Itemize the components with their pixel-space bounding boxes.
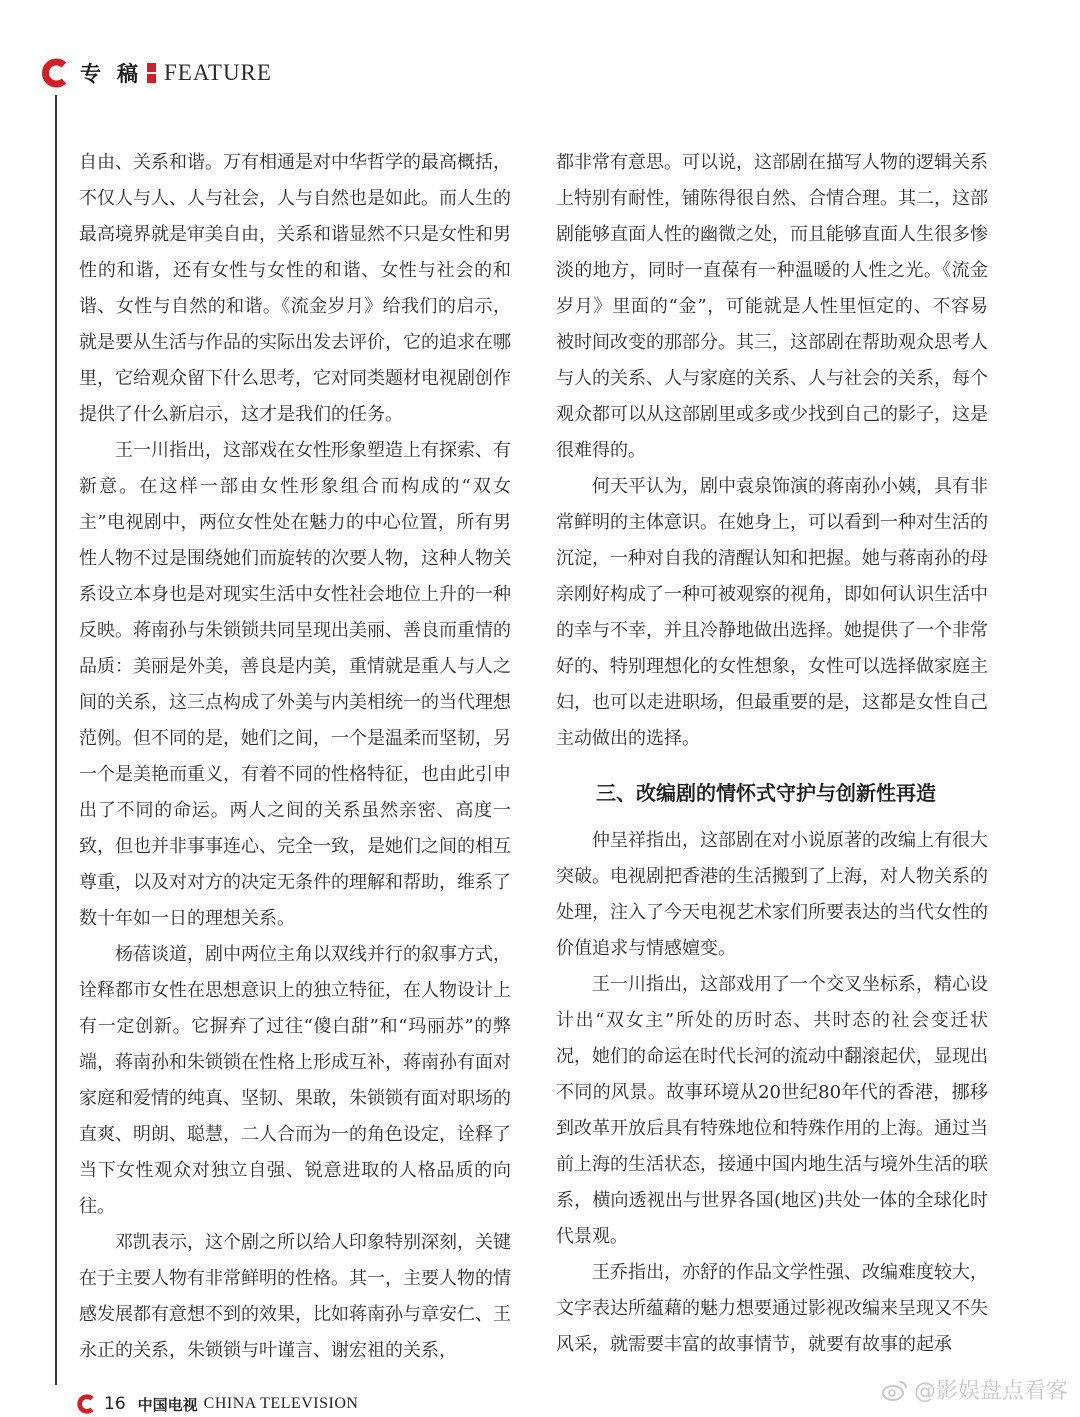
header-divider-bar — [147, 63, 156, 83]
right-column — [556, 145, 988, 1363]
page-footer — [76, 1391, 358, 1417]
paragraph: 王一川指出，这部戏在女性形象塑造上有探索、有新意。在这样一部由女性形象组合而构成的“双女主”电视剧中，两位女性处在魅力的中心位置，所有男性人物不过是围绕她们而旋转的次要人物，这种人物关系设立本身也是对现实生活中女性社会地位上升的一种反映。蒋南孙与朱锁锁共同呈现出美丽、善良而重情的品质：美丽是外美，善良是内美，重情就是重人与人之间的关系，这三点构成了外美与内美相统一的当代理想范例。但不同的是，她们之间，一个是温柔而坚韧，另一个是美艳而重义，有着不同的性格特征，也由此引申出了不同的命运。两人之间的关系虽然亲密、高度一致，但也并非事事连心、完全一致，是她们之间的相互尊重，以及对对方的决定无条件的理解和帮助，维系了数十年如一日的理想关系。 — [79, 440, 511, 929]
magazine-name-en: CHINA TELEVISION — [203, 1395, 359, 1412]
page-margin-rule — [55, 95, 57, 1385]
section-heading: 三、改编剧的情怀式守护与创新性再造 — [596, 781, 936, 805]
c-logo-icon — [76, 1394, 96, 1414]
section-label-char-1: 专 — [80, 62, 101, 86]
section-label-en: FEATURE — [164, 60, 272, 85]
section-header — [40, 56, 272, 90]
c-logo-icon — [40, 58, 70, 88]
paragraph: 都非常有意思。可以说，这部剧在描写人物的逻辑关系上特别有耐性，铺陈得很自然、合情合理。其二，这部剧能够直面人性的幽微之处，而且能够直面人生很多惨淡的地方，同时一直葆有一种温暖的人性之光。《流金岁月》里面的“金”，可能就是人性里恒定的、不容易被时间改变的那部分。其三，这部剧在帮助观众思考人与人的关系、人与家庭的关系、人与社会的关系，每个观众都可以从这部剧里或多或少找到自己的影子，这是很难得的。 — [556, 152, 988, 461]
paragraph: 自由、关系和谐。万有相通是对中华哲学的最高概括，不仅人与人、人与社会，人与自然也是如此。而人生的最高境界就是审美自由，关系和谐显然不只是女性和男性的和谐，还有女性与女性的和谐、女性与社会的和谐、女性与自然的和谐。《流金岁月》给我们的启示，就是要从生活与作品的实际出发去评价，它的追求在哪里，它给观众留下什么思考，它对同类题材电视剧创作提供了什么新启示，这才是我们的任务。 — [79, 152, 511, 425]
watermark — [882, 1374, 1068, 1405]
weibo-icon — [882, 1379, 908, 1401]
paragraph: 邓凯表示，这个剧之所以给人印象特别深刻，关键在于主要人物有非常鲜明的性格。其一，主要人物的情感发展都有意想不到的效果，比如蒋南孙与章安仁、王永正的关系，朱锁锁与叶谨言、谢宏祖的关系， — [79, 1232, 511, 1361]
paragraph: 何天平认为，剧中袁泉饰演的蒋南孙小姨，具有非常鲜明的主体意识。在她身上，可以看到一种对生活的沉淀，一种对自我的清醒认知和把握。她与蒋南孙的母亲刚好构成了一种可被观察的视角，即如何认识生活中的幸与不幸，并且冷静地做出选择。她提供了一个非常好的、特别理想化的女性想象，女性可以选择做家庭主妇，也可以走进职场，但最重要的是，这都是女性自己主动做出的选择。 — [556, 476, 988, 749]
paragraph: 仲呈祥指出，这部剧在对小说原著的改编上有很大突破。电视剧把香港的生活搬到了上海，对人物关系的处理，注入了今天电视艺术家们所要表达的当代女性的价值追求与情感嬗变。 — [556, 830, 988, 959]
page-number: 16 — [104, 1394, 126, 1414]
right-column-top — [556, 145, 988, 757]
paragraph: 杨蓓谈道，剧中两位主角以双线并行的叙事方式，诠释都市女性在思想意识上的独立特征，在人物设计上有一定创新。它摒弃了过往“傻白甜”和“玛丽苏”的弊端，蒋南孙和朱锁锁在性格上形成互补，蒋南孙有面对家庭和爱情的纯真、坚韧、果敢，朱锁锁有面对职场的直爽、明朗、聪慧，二人合而为一的角色设定，诠释了当下女性观众对独立自强、锐意进取的人格品质的向往。 — [79, 944, 511, 1217]
right-column-bottom — [556, 823, 988, 1363]
paragraph: 王一川指出，这部戏用了一个交叉坐标系，精心设计出“双女主”所处的历时态、共时态的社会变迁状况，她们的命运在时代长河的流动中翻滚起伏，显现出不同的风景。故事环境从20世纪80年代的香港，挪移到改革开放后具有特殊地位和特殊作用的上海。通过当前上海的生活状态，接通中国内地生活与境外生活的联系，横向透视出与世界各国(地区)共处一体的全球化时代景观。 — [556, 974, 988, 1247]
section-label-char-2: 稿 — [117, 62, 138, 86]
magazine-name-cn: 中国电视 — [137, 1395, 198, 1414]
left-column — [79, 145, 511, 1369]
section-label-cn — [80, 58, 138, 88]
watermark-text: @影娱盘点看客 — [913, 1379, 1068, 1404]
paragraph: 王乔指出，亦舒的作品文学性强、改编难度较大，文字表达所蕴藉的魅力想要通过影视改编来呈现又不失风采，就需要丰富的故事情节，就要有故事的起承 — [556, 1262, 988, 1355]
